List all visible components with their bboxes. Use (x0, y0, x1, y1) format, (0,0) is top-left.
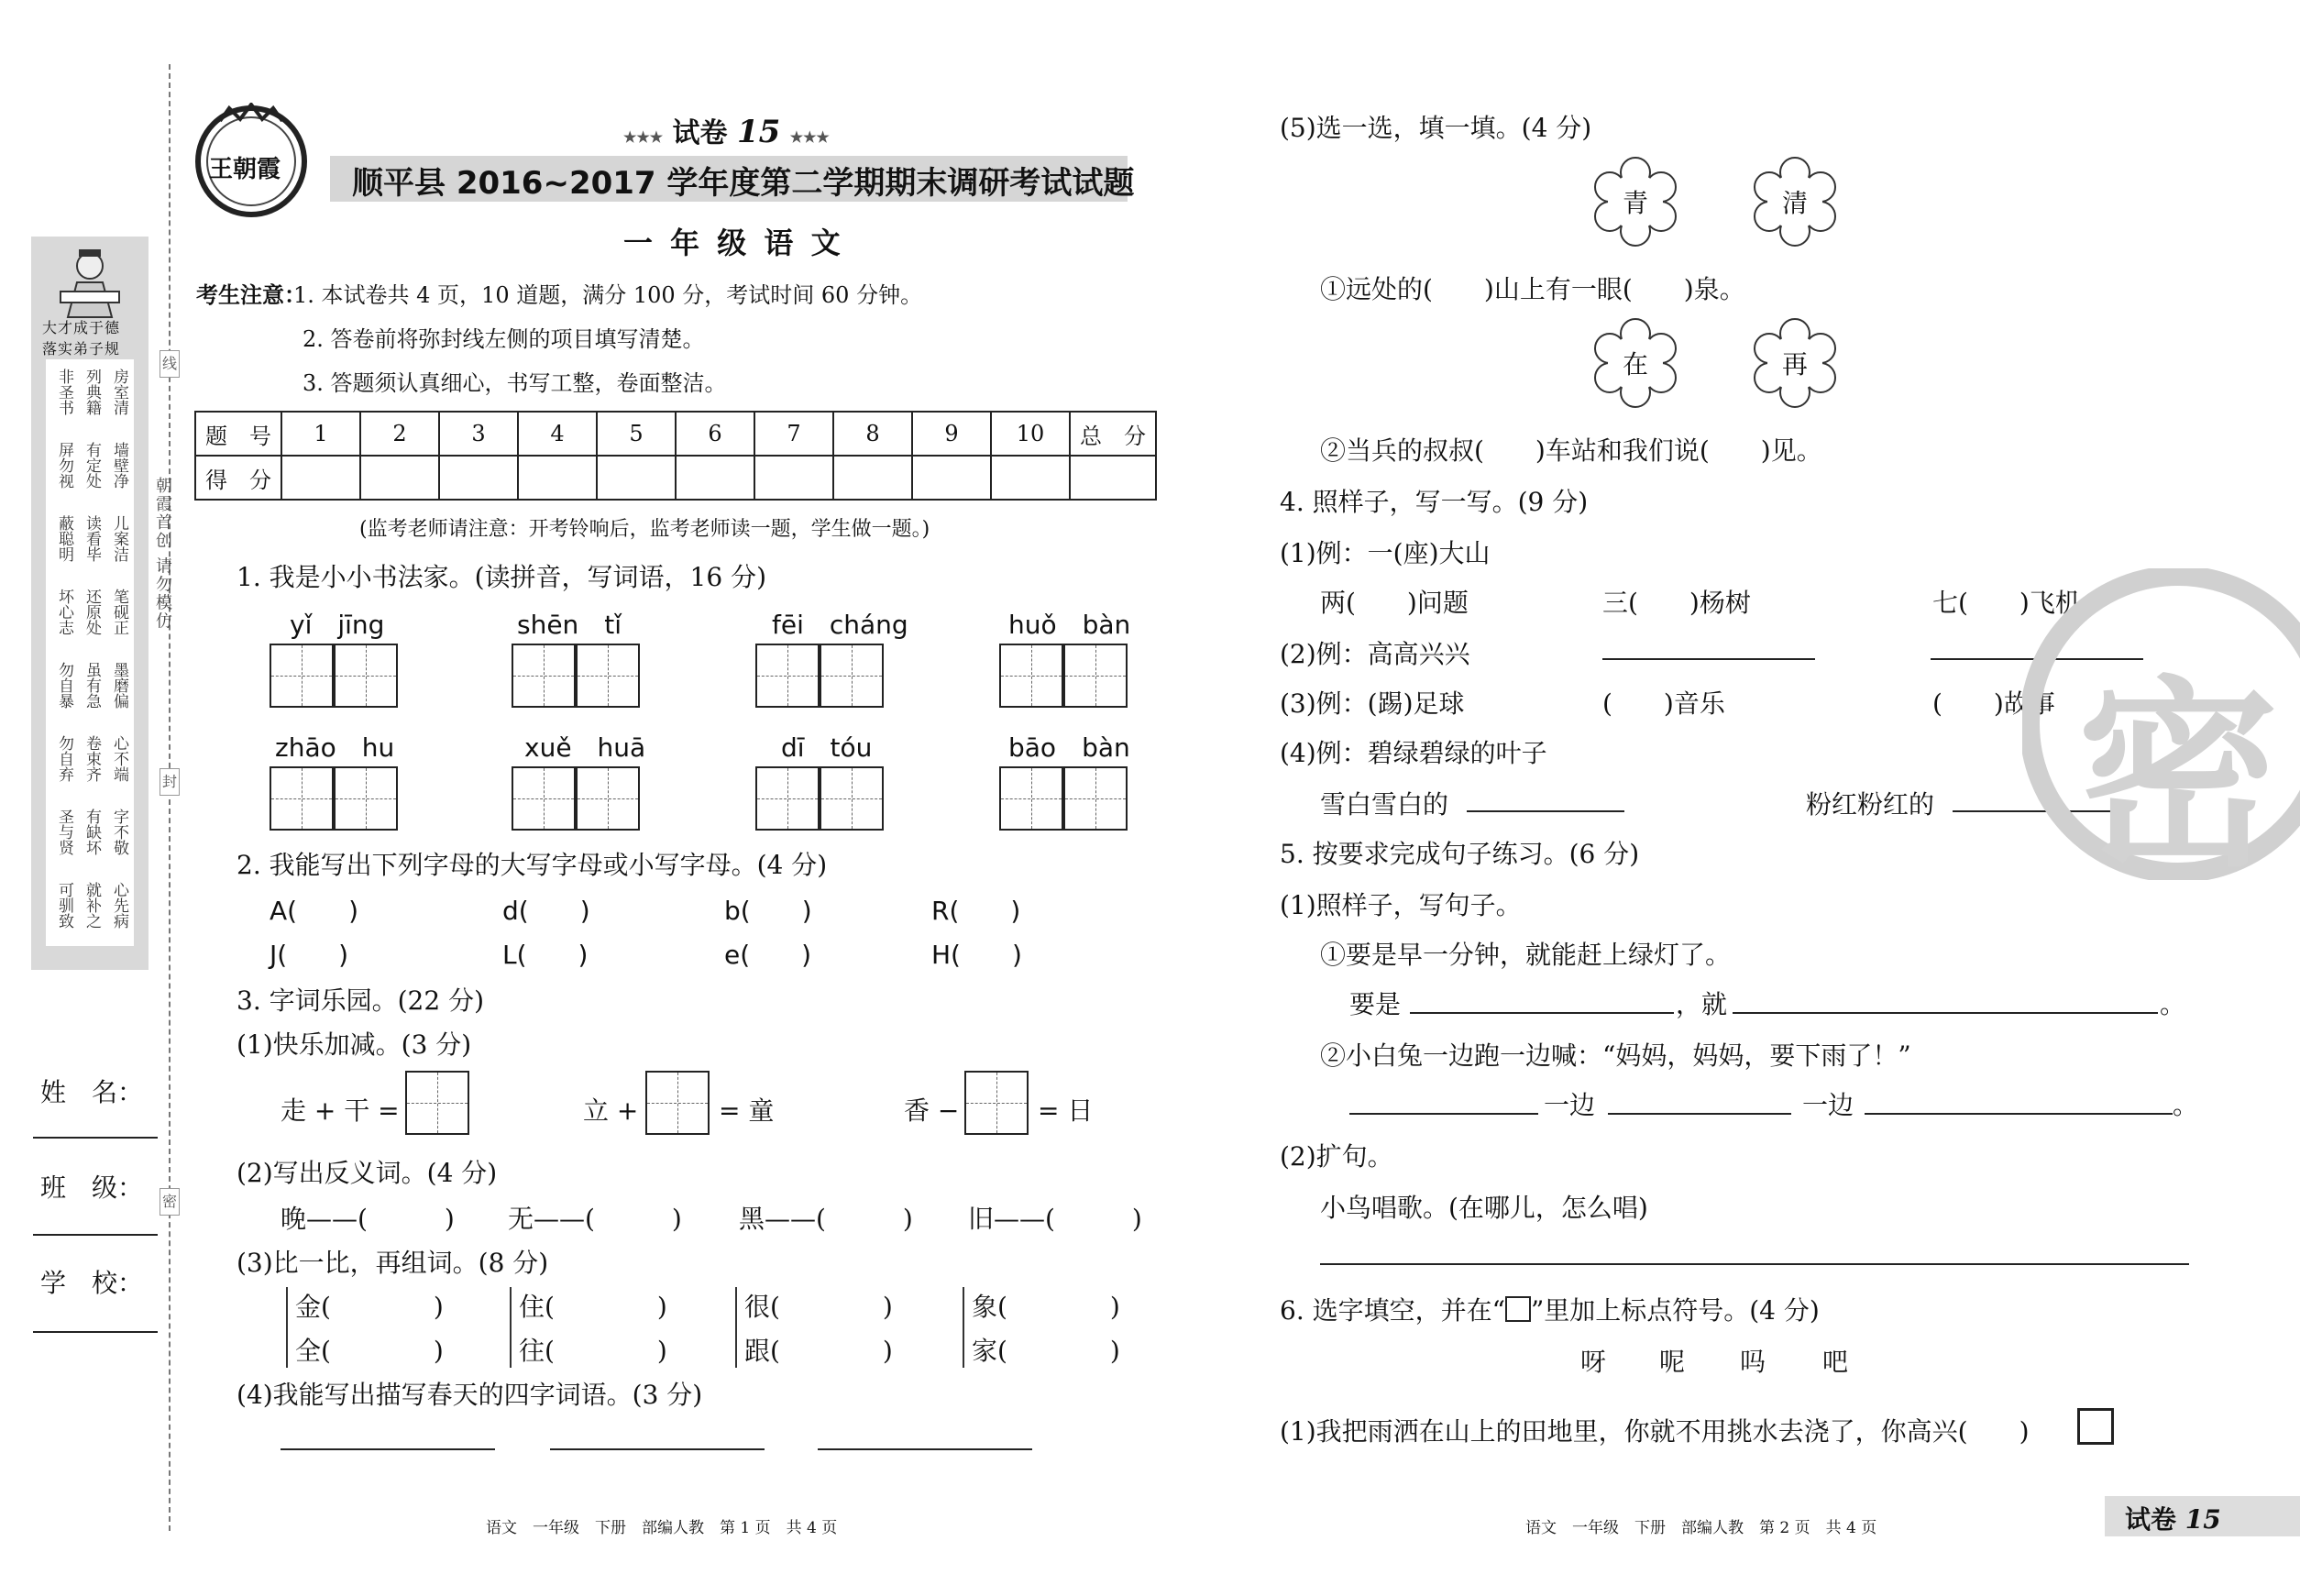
score-cell[interactable] (281, 456, 360, 500)
word-blank[interactable]: 住( ) (519, 1292, 667, 1322)
scholar-figure-icon (51, 246, 128, 319)
score-row-label: 题 号 (195, 412, 281, 456)
writing-box[interactable] (512, 766, 576, 831)
pinyin: zhāo hu (275, 732, 395, 763)
word-choice: 吗 (1740, 1347, 1766, 1377)
answer-box[interactable] (645, 1071, 710, 1135)
pinyin: huǒ bàn (1008, 610, 1131, 640)
sidebar-rule-text: 有缺坏 (83, 809, 101, 855)
letter-blank[interactable]: b( ) (724, 896, 812, 926)
q5-title: 5. 按要求完成句子练习。(6 分) (1280, 839, 1640, 869)
pinyin: bāo bàn (1008, 732, 1130, 763)
q4-example-3: (3)例：(踢)足球 (1280, 688, 1465, 719)
stars-right: ★★★ (789, 128, 830, 146)
antonym-blank[interactable]: 旧——( ) (968, 1204, 1142, 1234)
word-choice: 吧 (1822, 1347, 1849, 1377)
frame-word: 要是 (1349, 989, 1402, 1019)
flower-option[interactable] (1749, 317, 1841, 409)
fill-sentence-2[interactable]: ②当兵的叔叔( )车站和我们说( )见。 (1320, 435, 1822, 466)
word-blank[interactable]: 往( ) (519, 1336, 667, 1366)
exam-title: 顺平县 2016~2017 学年度第二学期期末调研考试试题 (352, 165, 1135, 202)
name-label: 姓 名： (40, 1077, 144, 1107)
q4-example-4: (4)例：碧绿碧绿的叶子 (1280, 738, 1547, 768)
watermark-char: 密 (2077, 659, 2280, 894)
writing-box[interactable] (1063, 644, 1128, 708)
flower-char: 再 (1782, 349, 1809, 380)
question-number: 9 (912, 412, 991, 456)
corner-paper-number: 15 (2184, 1504, 2221, 1535)
question-number: 8 (833, 412, 912, 456)
q3-part2-title: (2)写出反义词。(4 分) (237, 1158, 498, 1188)
writing-box[interactable] (755, 766, 820, 831)
q1-title: 1. 我是小小书法家。(读拼音，写词语，16 分) (237, 562, 766, 592)
measure-blank[interactable]: 七( )飞机 (1932, 588, 2081, 618)
equation-text: = 日 (1038, 1095, 1094, 1126)
answer-line[interactable] (1467, 810, 1624, 812)
writing-box[interactable] (820, 766, 884, 831)
sidebar-rule-text: 字不敬 (110, 809, 128, 855)
score-cell[interactable] (360, 456, 439, 500)
letter-blank[interactable]: H( ) (931, 940, 1022, 970)
paper-number: 15 (736, 114, 781, 150)
word-blank[interactable]: 金( ) (295, 1292, 444, 1322)
score-cell[interactable] (912, 456, 991, 500)
sidebar-rule-text: 蔽聪明 (55, 515, 73, 562)
sidebar-rule-text: 圣与贤 (55, 809, 73, 855)
answer-line[interactable] (1349, 1113, 1538, 1115)
sidebar-rule-text: 墨磨偏 (110, 662, 128, 709)
q6-sentence-1: (1)我把雨洒在山上的田地里，你就不用挑水去浇了，你高兴( ) (1280, 1416, 2030, 1447)
sidebar-rule-text: 儿案洁 (110, 515, 128, 562)
pair-divider (963, 1287, 964, 1368)
equation-text: 立 + (583, 1095, 639, 1126)
total-score-cell[interactable] (1070, 456, 1156, 500)
score-cell[interactable] (597, 456, 676, 500)
q4-example-1: (1)例：一(座)大山 (1280, 538, 1491, 568)
score-cell[interactable] (991, 456, 1070, 500)
notes-label: 考生注意： (196, 281, 306, 308)
school-field[interactable] (33, 1331, 158, 1333)
score-cell[interactable] (833, 456, 912, 500)
footer-right: 语文 一年级 下册 部编人教 第 2 页 共 4 页 (1525, 1519, 1877, 1537)
score-cell[interactable] (676, 456, 754, 500)
fill-sentence-1[interactable]: ①远处的( )山上有一眼( )泉。 (1320, 274, 1745, 304)
logo-text: 王朝霞 (209, 156, 281, 183)
word-choice: 呢 (1659, 1347, 1686, 1377)
flower-option[interactable] (1590, 317, 1681, 409)
sidebar-rule-text: 屏勿视 (55, 442, 73, 489)
question-number: 6 (676, 412, 754, 456)
answer-line[interactable] (818, 1448, 1032, 1450)
pinyin: xuě huā (524, 732, 646, 763)
answer-line[interactable] (1865, 1113, 2173, 1115)
answer-line[interactable] (1410, 1012, 1674, 1014)
stars-left: ★★★ (623, 128, 664, 146)
paper-label-top (623, 110, 830, 150)
pair-divider (286, 1287, 288, 1368)
question-number: 3 (439, 412, 518, 456)
question-number: 2 (360, 412, 439, 456)
sidebar-rule-text: 坏心志 (55, 589, 73, 635)
letter-blank[interactable]: L( ) (502, 940, 589, 970)
flower-option[interactable] (1749, 156, 1841, 248)
pinyin: shēn tǐ (517, 610, 622, 640)
class-label: 班 级： (40, 1172, 144, 1203)
equation-text: = 童 (719, 1095, 775, 1126)
flower-option[interactable] (1590, 156, 1681, 248)
flower-char: 在 (1623, 349, 1649, 380)
equation-text: 香 − (904, 1095, 960, 1126)
note-item: 2. 答卷前将弥封线左侧的项目填写清楚。 (303, 326, 705, 352)
sidebar-rule-text: 可驯致 (55, 882, 73, 929)
paper-label: 试卷 (672, 117, 728, 149)
letter-blank[interactable]: e( ) (724, 940, 812, 970)
q3-part5-title: (5)选一选，填一填。(4 分) (1280, 113, 1592, 143)
writing-box[interactable] (820, 644, 884, 708)
answer-line[interactable] (1733, 1012, 2158, 1014)
writing-box[interactable] (334, 644, 398, 708)
sidebar-rule-text: 墙壁净 (110, 442, 128, 489)
score-cell[interactable] (518, 456, 597, 500)
phrase-prompt: 粉红粉红的 (1806, 789, 1935, 820)
q5-part1-title: (1)照样子，写句子。 (1280, 890, 1522, 920)
proctor-note: (监考老师请注意：开考铃响后，监考老师读一题，学生做一题。) (359, 518, 930, 541)
sidebar-rule-text: 虽有急 (83, 662, 101, 709)
q6-title-b: ”里加上标点符号。(4 分) (1530, 1295, 1820, 1326)
binding-mark: 封 (160, 768, 180, 796)
antonym-blank[interactable]: 晚——( ) (281, 1204, 455, 1234)
question-number: 5 (597, 412, 676, 456)
pair-divider (735, 1287, 737, 1368)
sidebar-motto-2: 落实弟子规 (42, 340, 121, 358)
sidebar-rule-text: 有定处 (83, 442, 101, 489)
question-number: 1 (281, 412, 360, 456)
sidebar-rule-text: 读看毕 (83, 515, 101, 562)
answer-box[interactable] (405, 1071, 469, 1135)
sidebar-rule-text: 勿自暴 (55, 662, 73, 709)
answer-line[interactable] (1320, 1263, 2189, 1265)
answer-line[interactable] (1602, 658, 1815, 660)
q6-title (1280, 1291, 1820, 1327)
sidebar-rule-text: 列典籍 (83, 369, 101, 415)
corner-label (2125, 1500, 2221, 1536)
sidebar-rule-text: 笔砚正 (110, 589, 128, 635)
binding-mark: 线 (160, 350, 180, 378)
score-row-label: 得 分 (195, 456, 281, 500)
class-field[interactable] (33, 1234, 158, 1236)
question-number: 7 (754, 412, 833, 456)
exam-subject: 一 年 级 语 文 (623, 226, 844, 260)
q3-part3-title: (3)比一比，再组词。(8 分) (237, 1248, 549, 1278)
word-blank[interactable]: 很( ) (744, 1292, 893, 1322)
frame-word: 一边 (1802, 1090, 1854, 1120)
antonym-blank[interactable]: 无——( ) (508, 1204, 682, 1234)
score-cell[interactable] (439, 456, 518, 500)
answer-line[interactable] (1608, 1113, 1791, 1115)
measure-blank[interactable]: 三( )杨树 (1602, 588, 1751, 618)
writing-box[interactable] (999, 644, 1063, 708)
q5-example-b: ②小白兔一边跑一边喊：“妈妈，妈妈，要下雨了！” (1320, 1040, 1911, 1071)
pinyin: dī tóu (781, 732, 873, 763)
writing-box[interactable] (334, 766, 398, 831)
score-table (194, 411, 1157, 501)
sidebar-rule-text: 勿自弃 (55, 735, 73, 782)
answer-line[interactable] (550, 1448, 765, 1450)
frame-word: 。 (2160, 989, 2186, 1019)
name-field[interactable] (33, 1137, 158, 1139)
sidebar-rule-text: 还原处 (83, 589, 101, 635)
writing-box[interactable] (512, 644, 576, 708)
expand-sentence: 小鸟唱歌。(在哪儿，怎么唱) (1320, 1193, 1648, 1223)
writing-box[interactable] (1063, 766, 1128, 831)
word-blank[interactable]: 全( ) (295, 1336, 444, 1366)
q3-part1-title: (1)快乐加减。(3 分) (237, 1029, 472, 1060)
watermark-seal (2022, 568, 2300, 894)
binding-line (169, 64, 171, 1531)
letter-blank[interactable]: A( ) (270, 896, 359, 926)
writing-box[interactable] (270, 766, 334, 831)
letter-blank[interactable]: R( ) (931, 896, 1021, 926)
writing-box[interactable] (576, 766, 640, 831)
sidebar-rule-text: 心先病 (110, 882, 128, 929)
verb-blank[interactable]: ( )故事 (1932, 688, 2055, 719)
writing-box[interactable] (755, 644, 820, 708)
question-number: 4 (518, 412, 597, 456)
frame-word: 。 (2173, 1090, 2199, 1120)
word-choice: 呀 (1580, 1347, 1607, 1377)
score-cell[interactable] (754, 456, 833, 500)
q2-title: 2. 我能写出下列字母的大写字母或小写字母。(4 分) (237, 850, 828, 880)
answer-line[interactable] (281, 1448, 495, 1450)
frame-word: ，就 (1676, 989, 1728, 1019)
corner-paper-label: 试卷 (2125, 1504, 2177, 1535)
word-blank[interactable]: 象( ) (972, 1292, 1120, 1322)
frame-word: 一边 (1544, 1090, 1596, 1120)
pair-divider (510, 1287, 512, 1368)
verb-blank[interactable]: ( )音乐 (1602, 688, 1725, 719)
copyright-note: 朝霞首创 请勿模仿 (153, 477, 172, 631)
word-blank[interactable]: 家( ) (972, 1336, 1120, 1366)
punctuation-box[interactable] (2077, 1408, 2114, 1445)
sidebar-rule-text: 房室清 (110, 369, 128, 415)
sidebar-rule-text: 心不端 (110, 735, 128, 782)
sidebar-rule-text: 卷束齐 (83, 735, 101, 782)
writing-box[interactable] (270, 644, 334, 708)
question-number: 10 (991, 412, 1070, 456)
writing-box[interactable] (999, 766, 1063, 831)
word-blank[interactable]: 跟( ) (744, 1336, 893, 1366)
school-label: 学 校： (40, 1268, 144, 1298)
q4-title: 4. 照样子，写一写。(9 分) (1280, 487, 1589, 517)
antonym-blank[interactable]: 黑——( ) (739, 1204, 913, 1234)
pinyin: yǐ jīng (290, 610, 385, 640)
equation-text: 走 + 干 = (281, 1095, 400, 1126)
writing-box[interactable] (576, 644, 640, 708)
q3-part4-title: (4)我能写出描写春天的四字词语。(3 分) (237, 1380, 703, 1410)
pinyin: fēi cháng (772, 610, 908, 640)
measure-blank[interactable]: 两( )问题 (1320, 588, 1469, 618)
letter-blank[interactable]: J( ) (270, 940, 349, 970)
note-item: 1. 本试卷共 4 页，10 道题，满分 100 分，考试时间 60 分钟。 (293, 282, 923, 308)
footer-left: 语文 一年级 下册 部编人教 第 1 页 共 4 页 (486, 1519, 838, 1537)
square-icon (1505, 1296, 1531, 1322)
note-item: 3. 答题须认真细心，书写工整，卷面整洁。 (303, 370, 727, 396)
flower-char: 青 (1623, 188, 1649, 218)
q3-title: 3. 字词乐园。(22 分) (237, 985, 484, 1016)
total-label: 总 分 (1070, 412, 1156, 456)
sidebar-rule-text: 非圣书 (55, 369, 73, 415)
q5-example-a: ①要是早一分钟，就能赶上绿灯了。 (1320, 940, 1732, 970)
phrase-prompt: 雪白雪白的 (1320, 789, 1449, 820)
letter-blank[interactable]: d( ) (502, 896, 590, 926)
flower-char: 清 (1782, 188, 1809, 218)
sidebar-rule-text: 就补之 (83, 882, 101, 929)
sidebar-motto-1: 大才成于德 (42, 319, 121, 336)
answer-box[interactable] (964, 1071, 1029, 1135)
q6-title-a: 6. 选字填空，并在“ (1280, 1295, 1505, 1326)
binding-mark: 密 (160, 1188, 180, 1216)
q5-part2-title: (2)扩句。 (1280, 1141, 1393, 1172)
q4-example-2: (2)例：高高兴兴 (1280, 639, 1470, 669)
